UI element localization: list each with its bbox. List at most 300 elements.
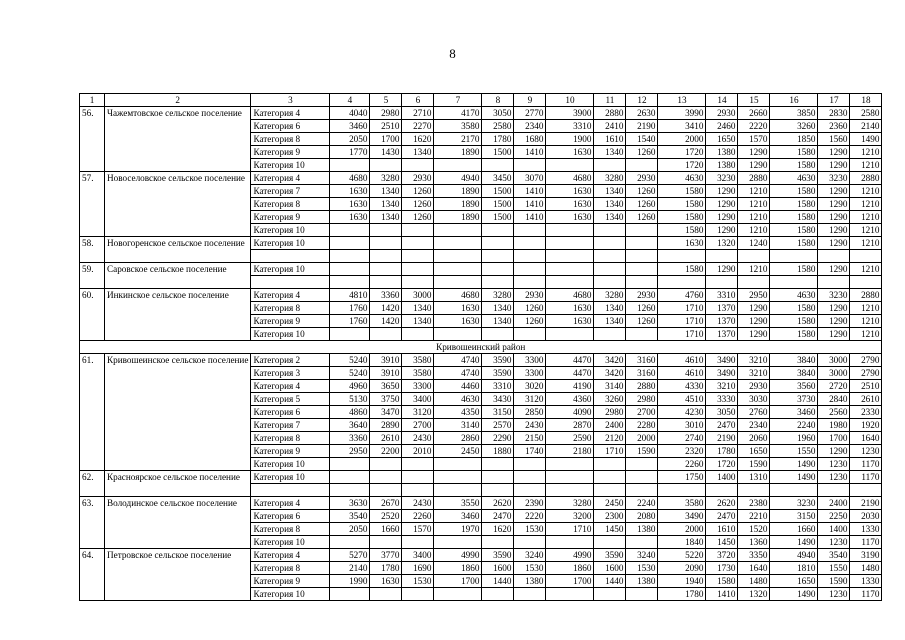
value-cell: 4740	[434, 354, 482, 367]
category-cell: Категория 4	[251, 107, 330, 120]
value-cell: 1290	[818, 224, 850, 237]
value-cell	[370, 250, 402, 263]
value-cell: 1580	[770, 159, 818, 172]
value-cell	[818, 250, 850, 263]
value-cell: 1290	[818, 198, 850, 211]
value-cell	[626, 237, 658, 250]
value-cell: 4040	[330, 107, 370, 120]
category-cell: Категория 10	[251, 224, 330, 237]
value-cell: 1880	[482, 445, 514, 458]
value-cell	[514, 250, 546, 263]
value-cell: 1210	[738, 224, 770, 237]
value-cell	[370, 276, 402, 289]
header-cell: 6	[402, 94, 434, 107]
value-cell: 1580	[658, 211, 706, 224]
table-row	[80, 263, 882, 276]
value-cell: 1530	[402, 575, 434, 588]
header-cell: 11	[594, 94, 626, 107]
value-cell: 3770	[370, 549, 402, 562]
value-cell: 3140	[434, 419, 482, 432]
value-cell	[330, 224, 370, 237]
value-cell: 2220	[514, 510, 546, 523]
value-cell	[658, 250, 706, 263]
value-cell: 4940	[770, 549, 818, 562]
value-cell: 2510	[370, 120, 402, 133]
category-cell: Категория 10	[251, 159, 330, 172]
value-cell	[546, 159, 594, 172]
value-cell: 1660	[370, 523, 402, 536]
value-cell: 2610	[370, 432, 402, 445]
value-cell: 1290	[738, 315, 770, 328]
value-cell: 1290	[706, 185, 738, 198]
value-cell: 2950	[330, 445, 370, 458]
value-cell	[626, 484, 658, 497]
value-cell: 1290	[738, 146, 770, 159]
value-cell: 1290	[706, 198, 738, 211]
value-cell: 2250	[818, 510, 850, 523]
value-cell: 1860	[546, 562, 594, 575]
value-cell: 1290	[738, 302, 770, 315]
value-cell	[482, 159, 514, 172]
value-cell: 1840	[658, 536, 706, 549]
value-cell: 4510	[658, 393, 706, 406]
value-cell: 1710	[658, 328, 706, 341]
value-cell: 3470	[370, 406, 402, 419]
value-cell: 2510	[850, 380, 882, 393]
value-cell: 1380	[706, 146, 738, 159]
value-cell: 3240	[514, 549, 546, 562]
value-cell: 1580	[658, 224, 706, 237]
value-cell: 2200	[370, 445, 402, 458]
value-cell: 2400	[818, 497, 850, 510]
value-cell: 1360	[738, 536, 770, 549]
value-cell: 1780	[706, 445, 738, 458]
value-cell: 1480	[850, 562, 882, 575]
value-cell: 2770	[514, 107, 546, 120]
value-cell: 4470	[546, 354, 594, 367]
value-cell: 1980	[818, 419, 850, 432]
value-cell: 1430	[370, 146, 402, 159]
value-cell: 3560	[770, 380, 818, 393]
value-cell: 1380	[706, 159, 738, 172]
value-cell: 3260	[770, 120, 818, 133]
value-cell: 1320	[738, 588, 770, 601]
value-cell	[402, 276, 434, 289]
value-cell: 3850	[770, 107, 818, 120]
value-cell: 1580	[770, 328, 818, 341]
value-cell: 2340	[738, 419, 770, 432]
value-cell: 4350	[434, 406, 482, 419]
value-cell: 3190	[850, 549, 882, 562]
value-cell: 1630	[370, 575, 402, 588]
header-cell: 9	[514, 94, 546, 107]
value-cell: 1340	[594, 198, 626, 211]
value-cell: 1410	[514, 146, 546, 159]
value-cell: 3590	[594, 549, 626, 562]
value-cell: 1340	[370, 198, 402, 211]
value-cell: 1370	[706, 302, 738, 315]
value-cell: 2930	[514, 289, 546, 302]
value-cell: 1500	[482, 198, 514, 211]
value-cell: 3580	[402, 354, 434, 367]
value-cell: 1400	[818, 523, 850, 536]
value-cell: 3310	[706, 289, 738, 302]
value-cell	[330, 484, 370, 497]
value-cell	[434, 250, 482, 263]
value-cell	[434, 471, 482, 484]
value-cell: 1890	[434, 211, 482, 224]
value-cell: 4090	[546, 406, 594, 419]
category-cell	[251, 250, 330, 263]
value-cell: 1490	[770, 536, 818, 549]
value-cell: 2400	[594, 419, 626, 432]
category-cell: Категория 9	[251, 575, 330, 588]
value-cell	[594, 263, 626, 276]
value-cell: 3210	[738, 354, 770, 367]
value-cell: 1660	[770, 523, 818, 536]
value-cell: 3300	[514, 354, 546, 367]
value-cell	[594, 484, 626, 497]
value-cell: 1240	[738, 237, 770, 250]
header-cell: 18	[850, 94, 882, 107]
value-cell: 3230	[818, 289, 850, 302]
header-cell: 1	[80, 94, 105, 107]
value-cell	[370, 536, 402, 549]
value-cell	[434, 328, 482, 341]
value-cell: 2210	[738, 510, 770, 523]
table-row	[80, 107, 882, 120]
value-cell: 3580	[658, 497, 706, 510]
value-cell: 1260	[626, 315, 658, 328]
value-cell: 1260	[402, 185, 434, 198]
value-cell: 1340	[482, 315, 514, 328]
value-cell: 1210	[850, 315, 882, 328]
value-cell: 4960	[330, 380, 370, 393]
header-cell: 15	[738, 94, 770, 107]
value-cell: 3640	[330, 419, 370, 432]
value-cell: 1630	[330, 185, 370, 198]
value-cell	[594, 471, 626, 484]
value-cell	[370, 484, 402, 497]
value-cell: 3310	[546, 120, 594, 133]
value-cell: 1700	[434, 575, 482, 588]
value-cell: 4940	[434, 172, 482, 185]
value-cell: 2930	[626, 289, 658, 302]
value-cell: 1580	[706, 575, 738, 588]
value-cell: 1210	[850, 224, 882, 237]
value-cell: 1630	[658, 237, 706, 250]
value-cell: 1490	[770, 588, 818, 601]
value-cell: 1580	[770, 198, 818, 211]
value-cell: 3590	[482, 354, 514, 367]
value-cell: 1210	[738, 185, 770, 198]
value-cell: 2760	[738, 406, 770, 419]
value-cell	[330, 276, 370, 289]
row-number: 60.	[80, 289, 105, 341]
value-cell	[402, 471, 434, 484]
value-cell: 1530	[514, 562, 546, 575]
category-cell: Категория 10	[251, 263, 330, 276]
category-cell: Категория 10	[251, 536, 330, 549]
value-cell	[770, 276, 818, 289]
value-cell: 1990	[330, 575, 370, 588]
value-cell	[370, 328, 402, 341]
value-cell: 2850	[514, 406, 546, 419]
value-cell: 4680	[434, 289, 482, 302]
value-cell	[330, 536, 370, 549]
value-cell	[658, 484, 706, 497]
value-cell: 1500	[482, 211, 514, 224]
value-cell: 1530	[626, 562, 658, 575]
value-cell: 1970	[434, 523, 482, 536]
value-cell: 1630	[546, 211, 594, 224]
header-row	[80, 94, 882, 107]
value-cell: 1290	[818, 445, 850, 458]
value-cell	[546, 328, 594, 341]
value-cell	[626, 224, 658, 237]
value-cell: 2980	[370, 107, 402, 120]
value-cell	[402, 484, 434, 497]
value-cell	[626, 588, 658, 601]
value-cell: 3150	[482, 406, 514, 419]
value-cell: 3280	[370, 172, 402, 185]
value-cell	[482, 263, 514, 276]
value-cell: 1580	[770, 237, 818, 250]
value-cell: 1720	[706, 458, 738, 471]
value-cell: 2890	[370, 419, 402, 432]
value-cell: 5270	[330, 549, 370, 562]
value-cell: 1260	[626, 198, 658, 211]
settlement-name: Саровское сельское поселение	[105, 263, 251, 289]
value-cell: 1340	[402, 302, 434, 315]
value-cell: 1290	[706, 211, 738, 224]
value-cell: 1370	[706, 328, 738, 341]
value-cell: 4740	[434, 367, 482, 380]
value-cell: 1340	[594, 211, 626, 224]
value-cell: 1290	[818, 159, 850, 172]
value-cell: 1500	[482, 146, 514, 159]
value-cell: 3540	[330, 510, 370, 523]
value-cell: 3280	[546, 497, 594, 510]
value-cell	[402, 224, 434, 237]
value-cell: 1230	[818, 458, 850, 471]
value-cell	[818, 276, 850, 289]
value-cell: 2590	[546, 432, 594, 445]
header-cell: 5	[370, 94, 402, 107]
value-cell: 2190	[850, 497, 882, 510]
value-cell: 1450	[594, 523, 626, 536]
value-cell: 4190	[546, 380, 594, 393]
value-cell: 1700	[546, 575, 594, 588]
value-cell	[402, 328, 434, 341]
value-cell: 1340	[594, 315, 626, 328]
value-cell: 1210	[850, 211, 882, 224]
value-cell: 2240	[770, 419, 818, 432]
value-cell: 1380	[626, 523, 658, 536]
value-cell: 1210	[850, 146, 882, 159]
district-row	[80, 341, 882, 354]
value-cell: 2320	[658, 445, 706, 458]
value-cell	[594, 276, 626, 289]
value-cell	[514, 224, 546, 237]
value-cell: 3050	[482, 107, 514, 120]
value-cell: 3650	[370, 380, 402, 393]
value-cell: 1490	[770, 471, 818, 484]
value-cell: 3000	[818, 354, 850, 367]
value-cell: 3420	[594, 354, 626, 367]
value-cell	[738, 484, 770, 497]
settlement-name: Чажемтовское сельское поселение	[105, 107, 251, 172]
value-cell: 2430	[402, 432, 434, 445]
value-cell: 2430	[402, 497, 434, 510]
value-cell	[330, 458, 370, 471]
value-cell: 1640	[850, 432, 882, 445]
value-cell	[546, 250, 594, 263]
value-cell: 3460	[330, 120, 370, 133]
value-cell	[482, 471, 514, 484]
value-cell: 3490	[658, 510, 706, 523]
value-cell: 3000	[818, 367, 850, 380]
table-row	[80, 172, 882, 185]
value-cell: 1210	[850, 159, 882, 172]
value-cell: 5130	[330, 393, 370, 406]
value-cell: 2010	[402, 445, 434, 458]
value-cell	[482, 536, 514, 549]
value-cell: 1340	[402, 146, 434, 159]
value-cell: 1890	[434, 146, 482, 159]
value-cell: 2340	[514, 120, 546, 133]
value-cell: 3230	[706, 172, 738, 185]
value-cell: 1630	[546, 185, 594, 198]
settlement-name: Инкинское сельское поселение	[105, 289, 251, 341]
value-cell: 1780	[370, 562, 402, 575]
value-cell: 2790	[850, 354, 882, 367]
value-cell	[330, 263, 370, 276]
value-cell	[546, 536, 594, 549]
category-cell: Категория 3	[251, 367, 330, 380]
value-cell: 1580	[770, 185, 818, 198]
value-cell: 1440	[594, 575, 626, 588]
category-cell: Категория 8	[251, 198, 330, 211]
value-cell	[482, 224, 514, 237]
value-cell: 2050	[330, 133, 370, 146]
value-cell: 3430	[482, 393, 514, 406]
value-cell: 2000	[626, 432, 658, 445]
value-cell: 1340	[594, 185, 626, 198]
value-cell: 1370	[706, 315, 738, 328]
value-cell: 2180	[546, 445, 594, 458]
value-cell: 4630	[658, 172, 706, 185]
value-cell	[594, 250, 626, 263]
value-cell: 1440	[482, 575, 514, 588]
value-cell: 4630	[770, 289, 818, 302]
value-cell	[594, 458, 626, 471]
value-cell: 3150	[770, 510, 818, 523]
header-cell: 16	[770, 94, 818, 107]
value-cell	[594, 588, 626, 601]
value-cell	[514, 159, 546, 172]
value-cell	[482, 458, 514, 471]
value-cell	[706, 250, 738, 263]
district-label: Кривошеинский район	[80, 341, 882, 354]
value-cell	[434, 484, 482, 497]
value-cell: 3280	[594, 289, 626, 302]
value-cell: 1170	[850, 588, 882, 601]
row-number: 62.	[80, 471, 105, 497]
value-cell: 1630	[434, 315, 482, 328]
value-cell: 1260	[626, 146, 658, 159]
table-row	[80, 354, 882, 367]
value-cell: 5240	[330, 367, 370, 380]
value-cell: 4990	[434, 549, 482, 562]
value-cell: 1630	[546, 146, 594, 159]
value-cell	[370, 458, 402, 471]
value-cell: 1310	[738, 471, 770, 484]
value-cell: 5240	[330, 354, 370, 367]
category-cell: Категория 10	[251, 458, 330, 471]
value-cell: 2860	[434, 432, 482, 445]
value-cell	[626, 159, 658, 172]
category-cell: Категория 10	[251, 328, 330, 341]
value-cell: 1230	[818, 471, 850, 484]
value-cell	[370, 263, 402, 276]
category-cell: Категория 4	[251, 549, 330, 562]
value-cell: 1260	[402, 211, 434, 224]
settlement-name: Володинское сельское поселение	[105, 497, 251, 549]
value-cell: 1610	[706, 523, 738, 536]
header-cell: 17	[818, 94, 850, 107]
value-cell: 2270	[402, 120, 434, 133]
settlement-name: Петровское сельское поселение	[105, 549, 251, 601]
value-cell: 2580	[482, 120, 514, 133]
value-cell: 3450	[482, 172, 514, 185]
value-cell: 2260	[658, 458, 706, 471]
settlement-name: Кривошеинское сельское поселение	[105, 354, 251, 471]
value-cell	[402, 536, 434, 549]
value-cell: 2060	[738, 432, 770, 445]
value-cell: 2630	[626, 107, 658, 120]
value-cell: 1860	[434, 562, 482, 575]
value-cell	[850, 484, 882, 497]
value-cell: 2830	[818, 107, 850, 120]
value-cell: 2520	[370, 510, 402, 523]
value-cell: 1480	[738, 575, 770, 588]
value-cell	[514, 263, 546, 276]
value-cell: 3030	[738, 393, 770, 406]
value-cell: 4680	[546, 289, 594, 302]
value-cell: 3840	[770, 354, 818, 367]
category-cell: Категория 4	[251, 380, 330, 393]
value-cell: 3840	[770, 367, 818, 380]
table-row	[80, 237, 882, 250]
value-cell: 1770	[330, 146, 370, 159]
value-cell: 3990	[658, 107, 706, 120]
value-cell: 1630	[546, 198, 594, 211]
value-cell	[514, 588, 546, 601]
value-cell: 2880	[594, 107, 626, 120]
value-cell: 1630	[330, 198, 370, 211]
value-cell: 2450	[594, 497, 626, 510]
table-row	[80, 497, 882, 510]
value-cell: 1760	[330, 315, 370, 328]
value-cell: 2220	[738, 120, 770, 133]
value-cell: 4680	[546, 172, 594, 185]
value-cell: 3300	[402, 380, 434, 393]
value-cell: 2000	[658, 133, 706, 146]
value-cell: 2560	[818, 406, 850, 419]
category-cell: Категория 9	[251, 211, 330, 224]
value-cell: 2140	[850, 120, 882, 133]
